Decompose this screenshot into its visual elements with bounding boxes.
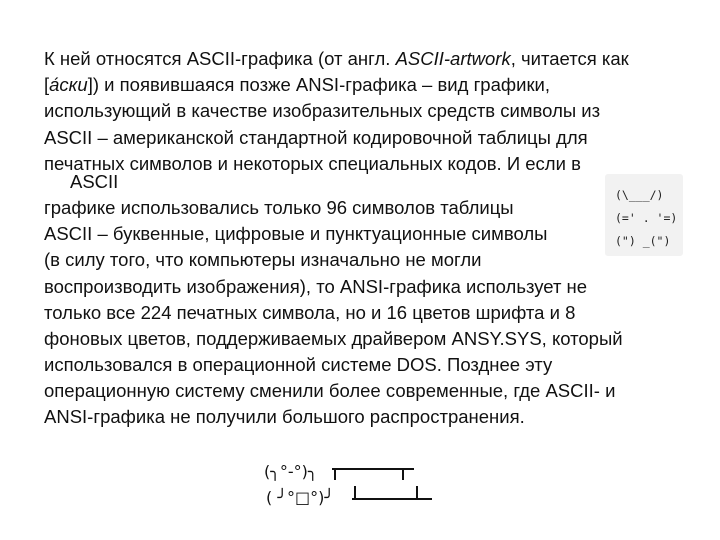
text-line-1: К ней относятся ASCII-графика (от англ. ASCII-artwork, читается как (44, 48, 629, 69)
text-line-8: ASCII – буквенные, цифровые и пунктуационные символы (44, 223, 548, 245)
table-flip-art (264, 460, 464, 520)
text-line-11: только все 224 печатных символа, но и 16 цветов шрифта и 8 (44, 301, 576, 323)
table-top-lower (352, 498, 432, 500)
table-leg-upper-left (334, 468, 336, 480)
text-line-7: графике использовались только 96 символов таблицы (44, 196, 514, 218)
face-lower: ( ╯°□°)╯ (266, 488, 334, 507)
text-line-10: воспроизводить изображения), то ANSI-графика использует не (44, 275, 588, 297)
ascii-art-line: (\___/) (615, 188, 664, 202)
text-line-13: использовался в операционной системе DOS. Позднее эту (44, 354, 553, 376)
text-line-6: ASCII (70, 170, 119, 192)
text-line-15: ANSI-графика не получили большого распространения. (44, 406, 525, 428)
ascii-art-line: (") _(") (615, 234, 671, 248)
text-line-12: фоновых цветов, поддерживаемых драйвером ANSY.SYS, который (44, 327, 623, 349)
text-line-14: операционную систему сменили более современные, где ASCII- и (44, 380, 616, 402)
ascii-art-line: (=' . '=) (615, 211, 678, 225)
table-leg-lower-right (416, 486, 418, 500)
text-line-2: [а́ски]) и появившаяся позже ANSI-графика – вид графики, (44, 74, 551, 96)
text-line-9: (в силу того, что компьютеры изначально не могли (44, 249, 482, 271)
body-text (44, 46, 680, 431)
text-line-5: печатных символов и некоторых специальных кодов. И если в (44, 152, 581, 174)
face-upper: (╮°-°)╮ (264, 462, 318, 481)
ascii-bunny-image (605, 174, 683, 256)
table-leg-lower-left (354, 486, 356, 500)
text-line-4: ASCII – американской стандартной кодировочной таблицы для (44, 126, 588, 148)
text-line-3: использующий в качестве изобразительных средств символы из (44, 100, 601, 122)
table-leg-upper-right (402, 468, 404, 480)
